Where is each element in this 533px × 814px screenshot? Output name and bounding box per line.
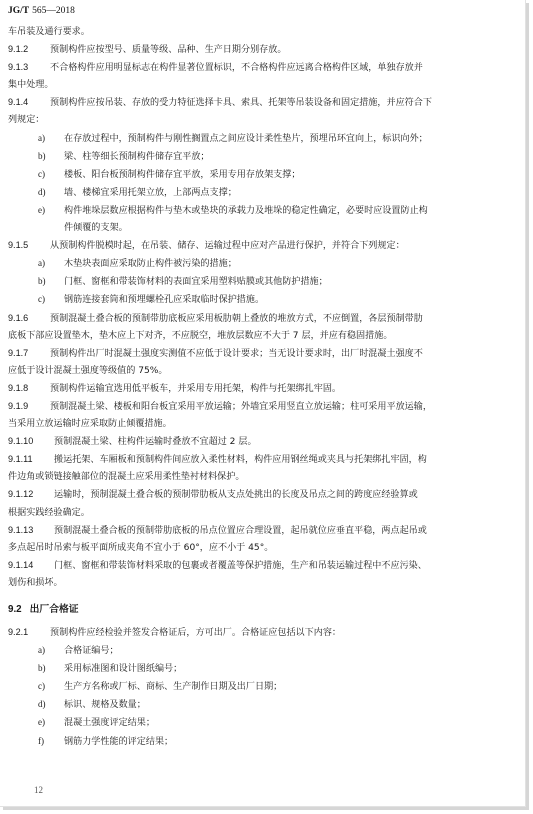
clause-text: 搬运托架、车厢板和预制构件间应放入柔性材料，构件应用钢丝绳或夹具与托架绑扎牢固，构 — [54, 455, 427, 466]
list-item — [8, 642, 518, 660]
clause-text: 门框、窗框和带装饰材料采取的包裹或者覆盖等保护措施，生产和吊装运输过程中不应污染、 — [54, 560, 427, 571]
clause-continuation: 应低于设计混凝土强度等级值的 75%。 — [8, 365, 168, 376]
list-item-label: b) — [38, 276, 46, 287]
list-item — [8, 291, 518, 309]
list-item — [8, 148, 518, 166]
list-item-label: a) — [38, 645, 46, 656]
list-item-text: 采用标准图和设计图纸编号； — [64, 664, 183, 675]
list-item-text: 构件堆垛层数应根据构件与垫木或垫块的承载力及堆垛的稳定性确定，必要时应设置防止构 — [64, 205, 428, 216]
page-header — [8, 6, 75, 16]
list-item-continuation-text: 件倾覆的支架。 — [64, 223, 128, 234]
clause-text: 预制构件应经检验并签发合格证后，方可出厂。合格证应包括以下内容： — [50, 628, 342, 638]
clause-number: 9.1.11 — [8, 454, 33, 465]
clause-number: 9.2.1 — [8, 627, 29, 637]
clause-number: 9.1.8 — [8, 382, 29, 393]
list-9-2-1 — [8, 642, 518, 751]
clause-number: 9.1.4 — [8, 97, 29, 108]
clause-text: 预制混凝土梁、柱构件运输时叠放不宜超过 2 层。 — [54, 437, 257, 448]
list-item-text: 生产方名称或厂标、商标、生产制作日期及出厂日期； — [64, 682, 283, 693]
clause-text: 预制构件出厂时混凝土强度实测值不应低于设计要求；当无设计要求时，出厂时混凝土强度不 — [50, 348, 423, 359]
clause-paragraph — [8, 345, 518, 363]
clause-paragraph — [8, 557, 518, 575]
list-item-label: d) — [38, 699, 46, 710]
clause-continuation: 列规定： — [8, 115, 45, 126]
section-title: 出厂合格证 — [29, 604, 79, 615]
list-item-label: e) — [38, 204, 46, 215]
clause-paragraph — [8, 522, 518, 540]
clause-text: 预制构件运输宜选用低平板车，并采用专用托架，构件与托架绑扎牢固。 — [50, 383, 342, 394]
standard-code: JG/T — [8, 6, 30, 16]
list-item-label: c) — [38, 168, 46, 179]
list-item-text: 楼板、阳台板预制构件储存宜平放，采用专用存放架支撑； — [64, 169, 301, 180]
clause-paragraph — [8, 41, 518, 59]
clause-9-1-5 — [8, 237, 518, 255]
clause-continuation: 件边角或锁链接触部位的混凝土应采用柔性垫衬材料保护。 — [8, 472, 245, 483]
list-item-text: 标识、规格及数量； — [64, 700, 146, 711]
clause-group-a — [8, 41, 518, 129]
clause-number: 9.1.9 — [8, 400, 29, 411]
clause-number: 9.1.7 — [8, 347, 29, 358]
list-item — [8, 273, 518, 291]
list-item-text: 钢筋连接套筒和预埋螺栓孔应采取临时保护措施。 — [64, 295, 265, 306]
list-item — [8, 202, 518, 220]
list-item-text: 梁、柱等细长预制构件储存宜平放； — [64, 151, 210, 162]
clause-text: 从预制构件脱模时起，在吊装、储存、运输过程中应对产品进行保护，并符合下列规定： — [50, 241, 405, 252]
list-item — [8, 255, 518, 273]
clause-number: 9.1.5 — [8, 240, 29, 251]
clause-number: 9.1.6 — [8, 312, 29, 323]
clause-continuation: 底板下部应设置垫木，垫木应上下对齐，不应脱空，堆放层数应不大于 7 层，并应有稳固措施。 — [8, 330, 393, 341]
clause-continuation: 当采用立放运输时应采取防止倾覆措施。 — [8, 419, 172, 430]
clause-text: 不合格构件应用明显标志在构件显著位置标识，不合格构件应远离合格构件区域，单独存放并 — [50, 63, 423, 74]
list-item-text: 合格证编号； — [64, 646, 119, 657]
clause-number: 9.1.2 — [8, 44, 29, 55]
list-9-1-4 — [8, 130, 518, 238]
list-item — [8, 733, 518, 751]
list-9-1-5 — [8, 255, 518, 309]
list-item-text: 木垫块表面应采取防止构件被污染的措施； — [64, 259, 237, 270]
clause-number: 9.1.13 — [8, 524, 34, 535]
list-item-text: 门框、窗框和带装饰材料的表面宜采用塑料贴膜或其他防护措施； — [64, 277, 328, 288]
list-item-label: b) — [38, 150, 46, 161]
clause-text: 预制构件应按吊装、存放的受力特征选择卡具、索具、托架等吊装设备和固定措施，并应符合下 — [50, 98, 432, 109]
clause-paragraph — [8, 94, 518, 112]
clause-paragraph — [8, 398, 518, 416]
intro-line: 车吊装及通行要求。 — [8, 27, 90, 37]
clause-text: 预制混凝土叠合板的预制带肋底板的吊点位置应合理设置，起吊就位应垂直平稳，两点起吊或 — [54, 525, 427, 536]
clause-paragraph — [8, 433, 518, 451]
list-item-text: 墙、楼梯宜采用托架立放，上部两点支撑； — [64, 187, 237, 198]
list-item-label: f) — [38, 735, 45, 746]
clause-text: 运输时，预制混凝土叠合板的预制带肋板从支点处挑出的长度及吊点之间的跨度应经验算或 — [54, 490, 418, 501]
clause-number: 9.1.14 — [8, 559, 34, 570]
list-item — [8, 166, 518, 184]
list-item — [8, 660, 518, 678]
list-item — [8, 714, 518, 732]
clause-number: 9.1.10 — [8, 436, 34, 447]
list-item — [8, 678, 518, 696]
list-item — [8, 130, 518, 148]
list-item-label: a) — [38, 258, 46, 269]
list-item-label: d) — [38, 186, 46, 197]
clause-continuation: 集中处理。 — [8, 80, 54, 91]
section-heading — [8, 602, 518, 618]
list-item-text: 混凝土强度评定结果； — [64, 718, 155, 729]
section-number: 9.2 — [8, 604, 22, 615]
clause-continuation: 根据实践经验确定。 — [8, 507, 90, 518]
clause-9-2-1 — [8, 624, 518, 642]
clause-group-b — [8, 310, 518, 593]
clause-number: 9.1.12 — [8, 489, 34, 500]
clause-paragraph — [8, 486, 518, 504]
clause-number: 9.1.3 — [8, 62, 29, 73]
clause-paragraph — [8, 451, 518, 469]
clause-paragraph — [8, 380, 518, 398]
list-item-label: b) — [38, 663, 46, 674]
document-body — [8, 24, 518, 751]
clause-continuation: 划伤和损坏。 — [8, 577, 63, 588]
list-item-label: e) — [38, 717, 46, 728]
document-number: 565—2018 — [32, 6, 75, 16]
page-number: 12 — [34, 785, 43, 795]
clause-text: 预制构件应按型号、质量等级、品种、生产日期分别存放。 — [50, 45, 287, 56]
clause-continuation: 多点起吊时吊索与板平面所成夹角不宜小于 60°，应不小于 45°。 — [8, 542, 274, 553]
clause-text: 预制混凝土叠合板的预制带肋底板应采用板肋朝上叠放的堆放方式，不应倒置，各层预制带肋 — [50, 313, 423, 324]
list-item — [8, 696, 518, 714]
list-item-continuation — [8, 220, 518, 237]
list-item-label: c) — [38, 681, 46, 692]
clause-paragraph — [8, 59, 518, 77]
list-item — [8, 184, 518, 202]
list-item-text: 在存放过程中，预制构件与刚性搁置点之间应设计柔性垫片，预埋吊环宜向上，标识向外； — [64, 133, 428, 144]
clause-paragraph — [8, 310, 518, 328]
list-item-text: 钢筋力学性能的评定结果； — [64, 736, 174, 747]
list-item-label: a) — [38, 132, 46, 143]
list-item-label: c) — [38, 294, 46, 305]
clause-text: 预制混凝土梁、楼板和阳台板宜采用平放运输；外墙宜采用竖直立放运输；柱可采用平放运输， — [50, 401, 432, 412]
